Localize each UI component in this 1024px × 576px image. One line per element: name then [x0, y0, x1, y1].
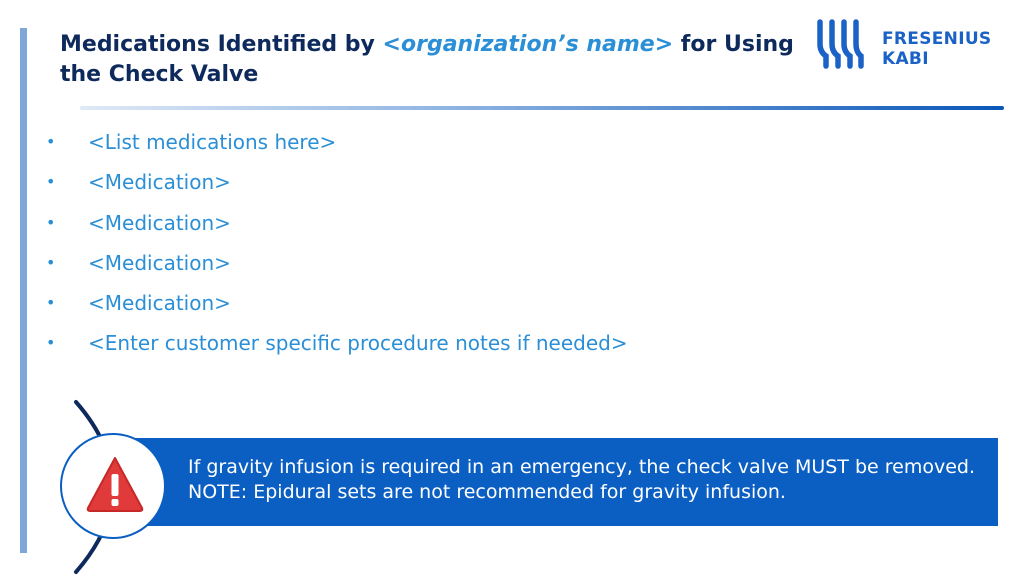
- list-item-text: <Medication>: [88, 250, 231, 275]
- bullet-icon: •: [46, 212, 56, 232]
- list-item-text: <Medication>: [88, 210, 231, 235]
- bullet-icon: •: [46, 252, 56, 272]
- bullet-icon: •: [46, 172, 56, 192]
- title-org-placeholder: <organization’s name>: [382, 32, 674, 57]
- bullet-icon: •: [46, 132, 56, 151]
- warning-triangle-icon: [84, 454, 146, 514]
- title-underline: [80, 106, 1004, 110]
- warning-banner-text: If gravity infusion is required in an emergency, the check valve MUST be removed. NOTE: Epidural sets are not recommended for gravity infusion.: [188, 456, 975, 503]
- list-item-text: <Enter customer specific procedure notes if needed>: [88, 331, 628, 356]
- list-item-text: <Medication>: [88, 291, 231, 316]
- list-item: [44, 323, 628, 363]
- list-item: [44, 162, 628, 202]
- medication-list: [44, 122, 628, 364]
- list-item-text: <Medication>: [88, 170, 231, 195]
- list-item-text: <List medications here>: [88, 130, 337, 154]
- list-item: [44, 243, 628, 283]
- list-item: [44, 283, 628, 323]
- slide-title: [60, 30, 800, 90]
- bullet-icon: •: [46, 333, 56, 353]
- title-suffix: for Using the Check Valve: [60, 32, 794, 87]
- fresenius-kabi-logo: [814, 18, 1004, 74]
- fresenius-kabi-logo-mark-icon: [814, 18, 866, 70]
- logo-line-1: FRESENIUS: [882, 29, 992, 49]
- bullet-icon: •: [46, 293, 56, 313]
- logo-wordmark: [882, 29, 991, 69]
- title-prefix: Medications Identified by: [60, 32, 383, 57]
- logo-line-2: KABI: [882, 49, 929, 69]
- list-item: [44, 203, 628, 243]
- list-item: [44, 122, 628, 162]
